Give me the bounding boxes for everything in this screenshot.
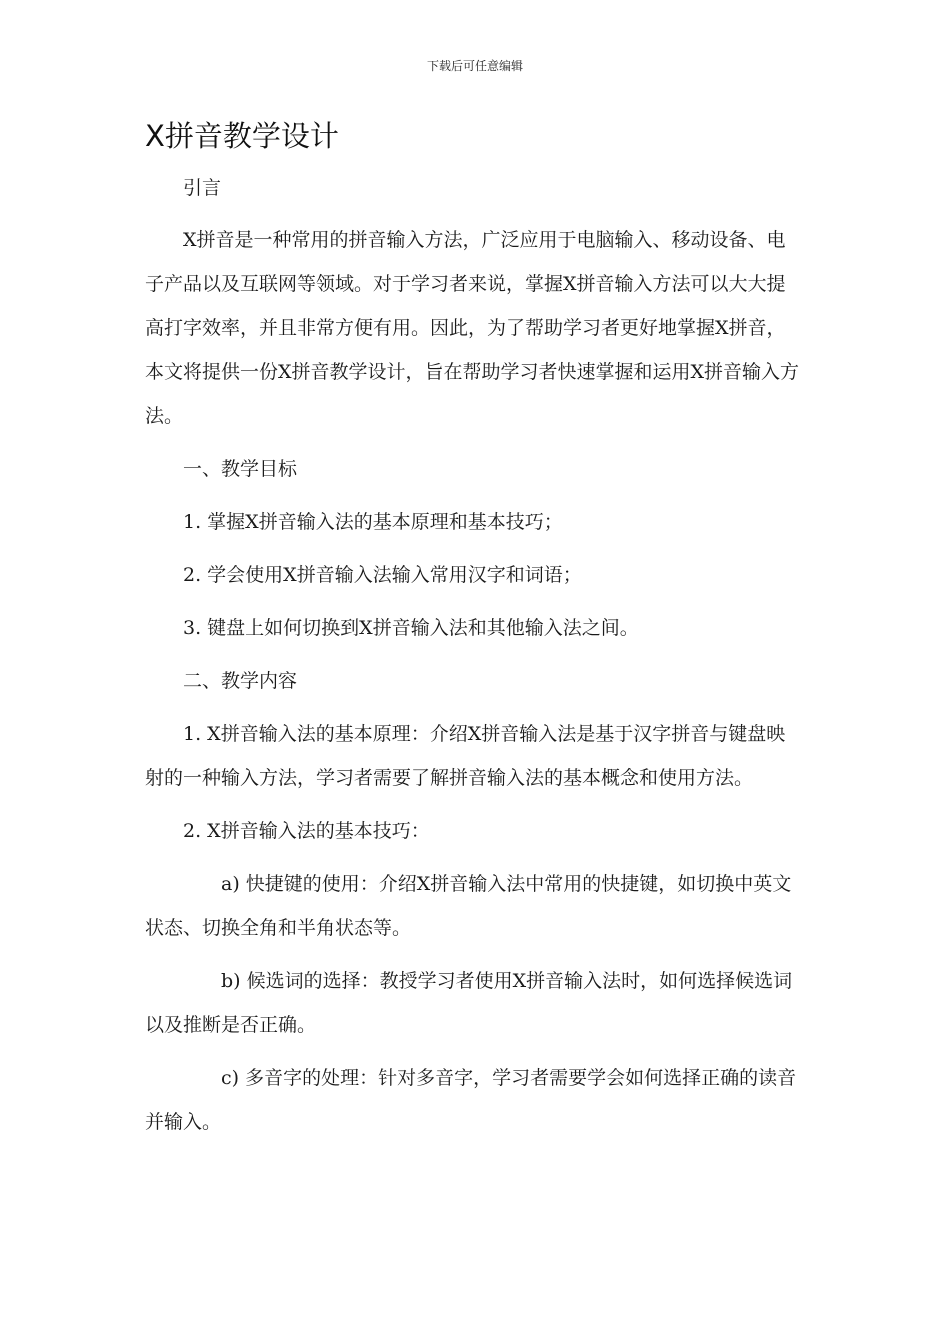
intro-heading: 引言 xyxy=(183,177,222,199)
section-heading-goals: 一、教学目标 xyxy=(183,458,298,480)
content-subitem: c) 多音字的处理：针对多音字，学习者需要学会如何选择正确的读音并输入。 xyxy=(145,1067,797,1133)
goal-item: 3. 键盘上如何切换到X拼音输入法和其他输入法之间。 xyxy=(183,617,639,639)
intro-paragraph: X拼音是一种常用的拼音输入方法，广泛应用于电脑输入、移动设备、电子产品以及互联网等领域。对于学习者来说，掌握X拼音输入方法可以大大提高打字效率，并且非常方便有用。因此，为了帮助学习者更好地掌握X拼音，本文将提供一份X拼音教学设计，旨在帮助学习者快速掌握和运用X拼音输入方法。 xyxy=(145,229,800,427)
content-subitem: a) 快捷键的使用：介绍X拼音输入法中常用的快捷键，如切换中英文状态、切换全角和半角状态等。 xyxy=(145,873,792,939)
content-subitem: b) 候选词的选择：教授学习者使用X拼音输入法时，如何选择候选词以及推断是否正确。 xyxy=(145,970,793,1036)
document-body xyxy=(145,166,800,1144)
header-note: 下载后可任意编辑 xyxy=(426,59,523,73)
content-item: 1. X拼音输入法的基本原理：介绍X拼音输入法是基于汉字拼音与键盘映射的一种输入方法，学习者需要了解拼音输入法的基本概念和使用方法。 xyxy=(145,723,786,789)
goal-item: 1. 掌握X拼音输入法的基本原理和基本技巧； xyxy=(183,511,563,533)
section-heading-content: 二、教学内容 xyxy=(183,670,298,692)
document-title: X拼音教学设计 xyxy=(145,119,339,153)
goal-item: 2. 学会使用X拼音输入法输入常用汉字和词语； xyxy=(183,564,582,586)
content-item: 2. X拼音输入法的基本技巧： xyxy=(183,820,430,842)
